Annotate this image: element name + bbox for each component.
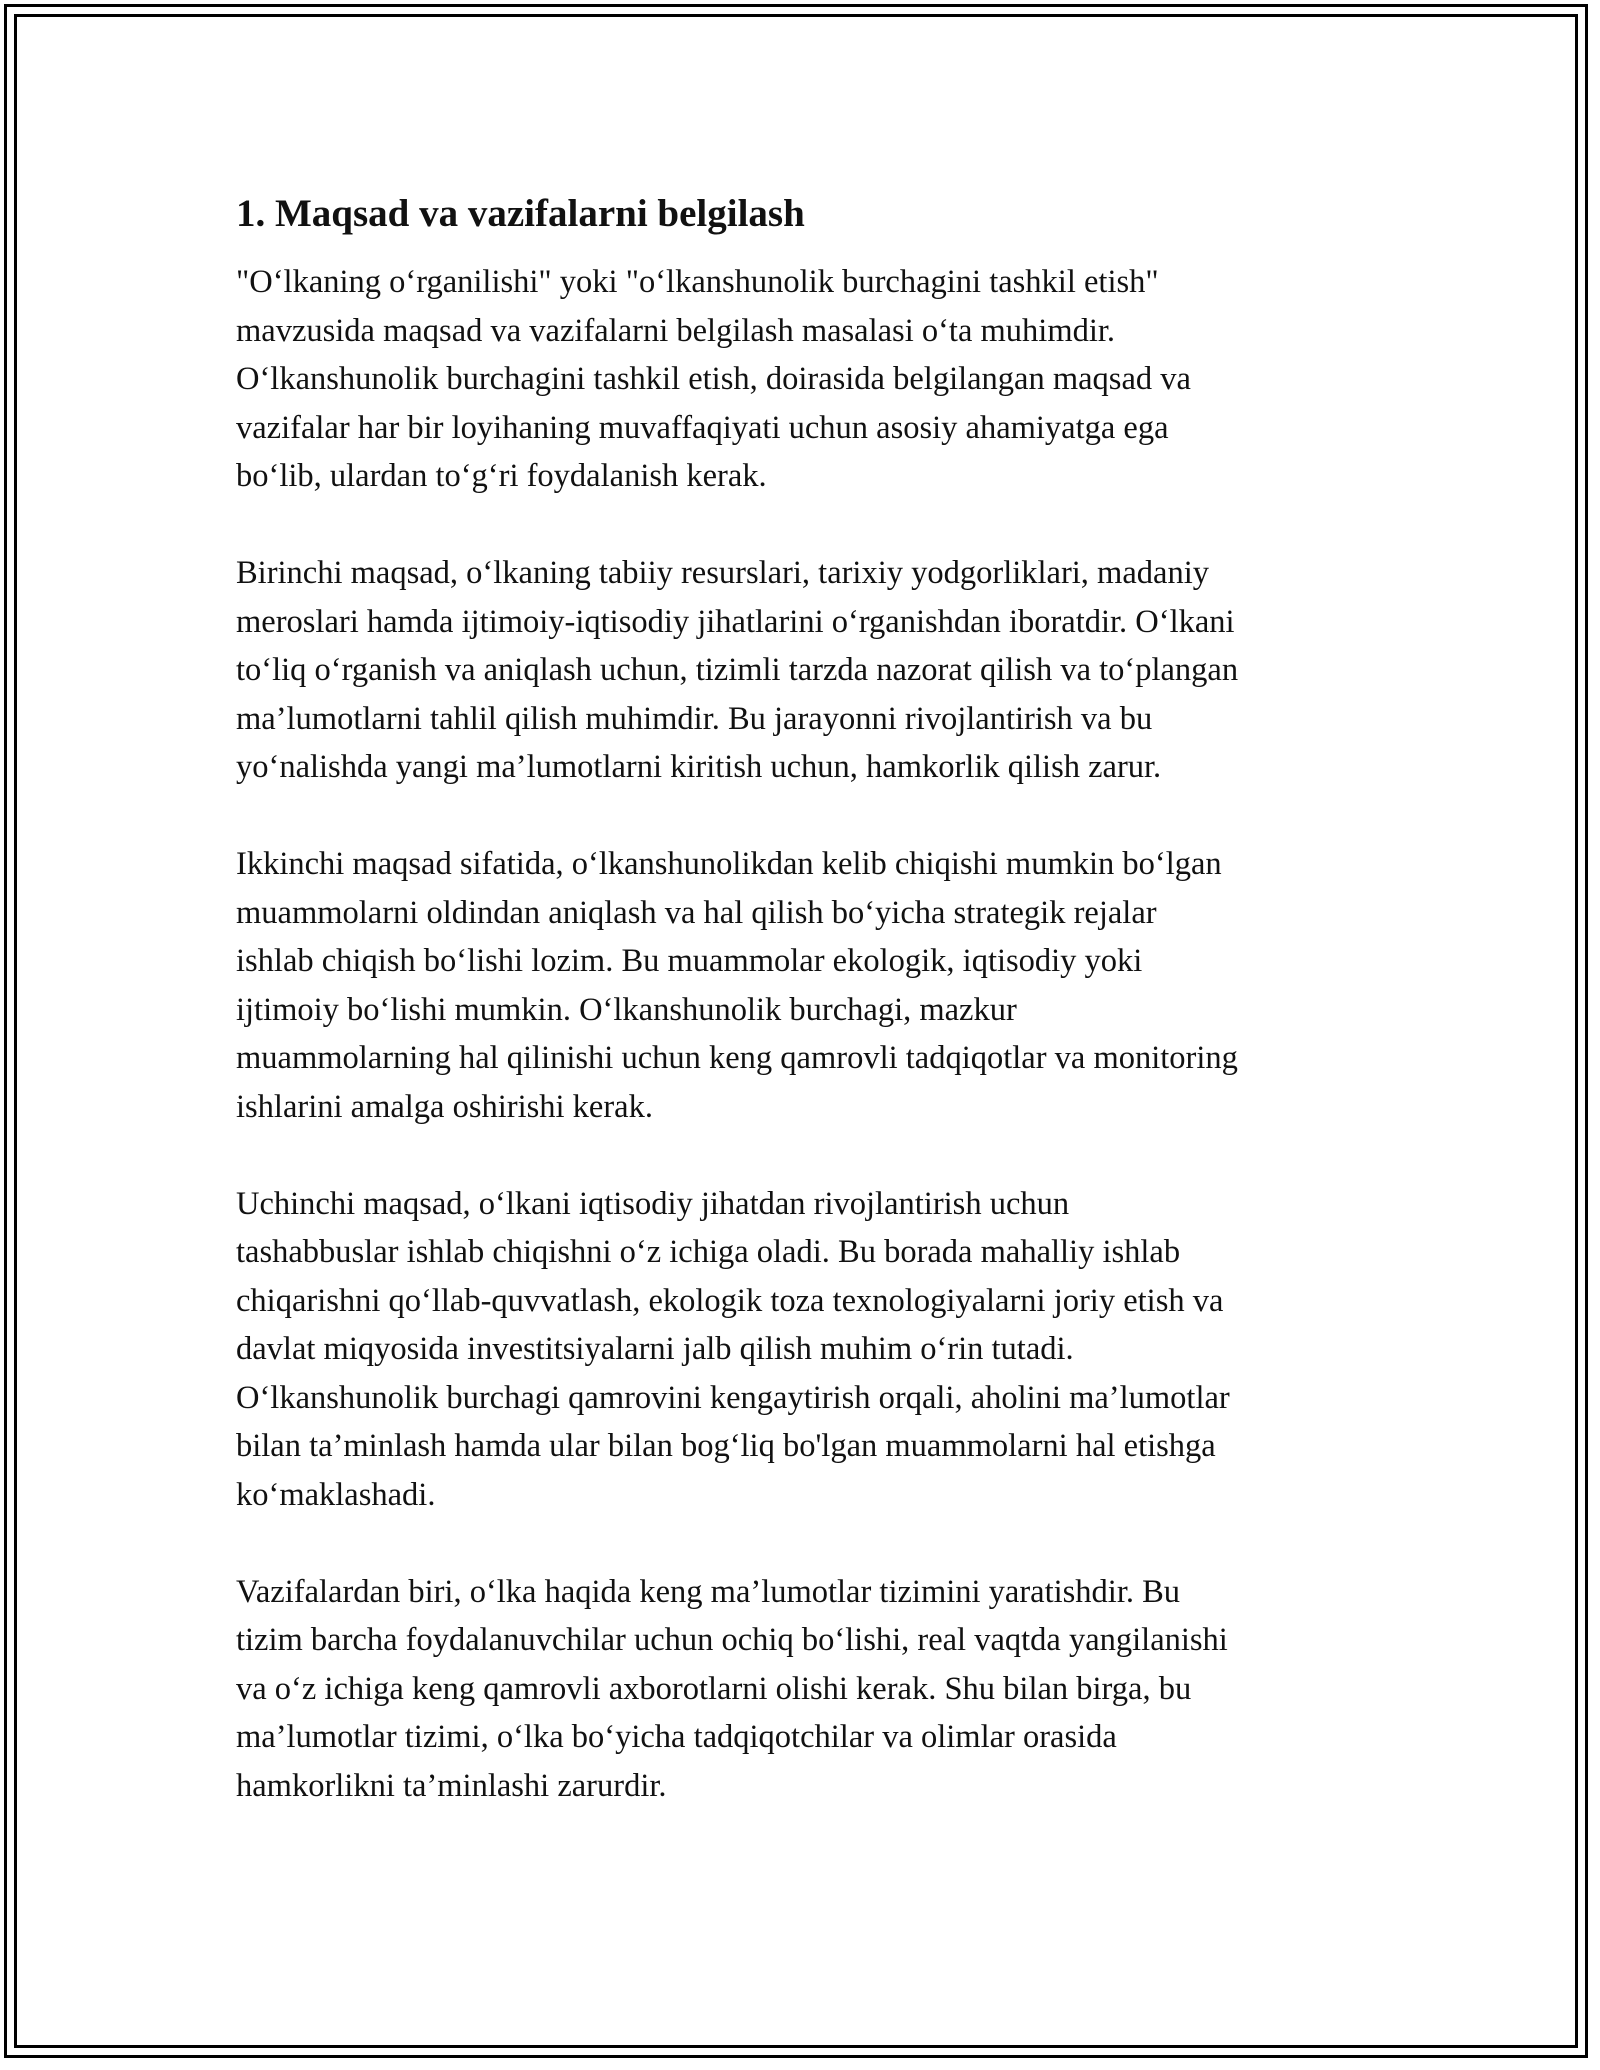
text-line: ma’lumotlar tizimi, o‘lka bo‘yicha tadqiqotchilar va olimlar orasida	[236, 1719, 1117, 1755]
text-line: to‘liq o‘rganish va aniqlash uchun, tizimli tarzda nazorat qilish va to‘plangan	[236, 652, 1239, 688]
text-line: davlat miqyosida investitsiyalarni jalb qilish muhim o‘rin tutadi.	[236, 1331, 1074, 1367]
text-line: Ikkinchi maqsad sifatida, o‘lkanshunolikdan kelib chiqishi mumkin bo‘lgan	[236, 846, 1222, 882]
paragraph-5	[236, 1568, 1386, 1811]
text-line: bilan ta’minlash hamda ular bilan bog‘liq bo'lgan muammolarni hal etishga	[236, 1428, 1216, 1464]
text-line: "O‘lkaning o‘rganilishi" yoki "o‘lkanshunolik burchagini tashkil etish"	[236, 264, 1159, 300]
text-line: tizim barcha foydalanuvchilar uchun ochiq bo‘lishi, real vaqtda yangilanishi	[236, 1622, 1228, 1658]
text-line: meroslari hamda ijtimoiy-iqtisodiy jihatlarini o‘rganishdan iboratdir. O‘lkani	[236, 603, 1235, 640]
document-body	[236, 186, 1386, 1859]
paragraph-3	[236, 840, 1386, 1131]
text-line: Birinchi maqsad, o‘lkaning tabiiy resurslari, tarixiy yodgorliklari, madaniy	[236, 555, 1209, 591]
text-line: ishlarini amalga oshirishi kerak.	[236, 1088, 653, 1125]
text-line: ijtimoiy bo‘lishi mumkin. O‘lkanshunolik burchagi, mazkur	[236, 991, 1017, 1028]
text-line: vazifalar har bir loyihaning muvaffaqiyati uchun asosiy ahamiyatga ega	[236, 409, 1169, 446]
text-line: bo‘lib, ulardan to‘g‘ri foydalanish kerak.	[236, 458, 767, 494]
text-line: ma’lumotlarni tahlil qilish muhimdir. Bu jarayonni rivojlantirish va bu	[236, 700, 1153, 737]
text-line: hamkorlikni ta’minlashi zarurdir.	[236, 1767, 667, 1804]
paragraph-4	[236, 1180, 1386, 1520]
paragraph-1	[236, 258, 1386, 501]
text-line: Uchinchi maqsad, o‘lkani iqtisodiy jihatdan rivojlantirish uchun	[236, 1185, 1070, 1222]
text-line: ko‘maklashadi.	[236, 1476, 436, 1513]
text-line: ishlab chiqish bo‘lishi lozim. Bu muammolar ekologik, iqtisodiy yoki	[236, 943, 1143, 979]
text-line: chiqarishni qo‘llab-quvvatlash, ekologik toza texnologiyalarni joriy etish va	[236, 1282, 1224, 1319]
text-line: O‘lkanshunolik burchagi qamrovini kengaytirish orqali, aholini ma’lumotlar	[236, 1379, 1230, 1416]
text-line: va o‘z ichiga keng qamrovli axborotlarni olishi kerak. Shu bilan birga, bu	[236, 1670, 1192, 1707]
text-line: muammolarni oldindan aniqlash va hal qilish bo‘yicha strategik rejalar	[236, 894, 1157, 931]
text-line: yo‘nalishda yangi ma’lumotlarni kiritish uchun, hamkorlik qilish zarur.	[236, 749, 1162, 785]
text-line: Vazifalardan biri, o‘lka haqida keng ma’lumotlar tizimini yaratishdir. Bu	[236, 1573, 1181, 1610]
text-line: O‘lkanshunolik burchagini tashkil etish, doirasida belgilangan maqsad va	[236, 361, 1191, 397]
text-line: mavzusida maqsad va vazifalarni belgilash masalasi o‘ta muhimdir.	[236, 312, 1116, 349]
paragraph-2	[236, 549, 1386, 792]
text-line: muammolarning hal qilinishi uchun keng qamrovli tadqiqotlar va monitoring	[236, 1040, 1238, 1076]
section-heading: 1. Maqsad va vazifalarni belgilash	[236, 192, 805, 235]
text-line: tashabbuslar ishlab chiqishni o‘z ichiga oladi. Bu borada mahalliy ishlab	[236, 1234, 1181, 1270]
